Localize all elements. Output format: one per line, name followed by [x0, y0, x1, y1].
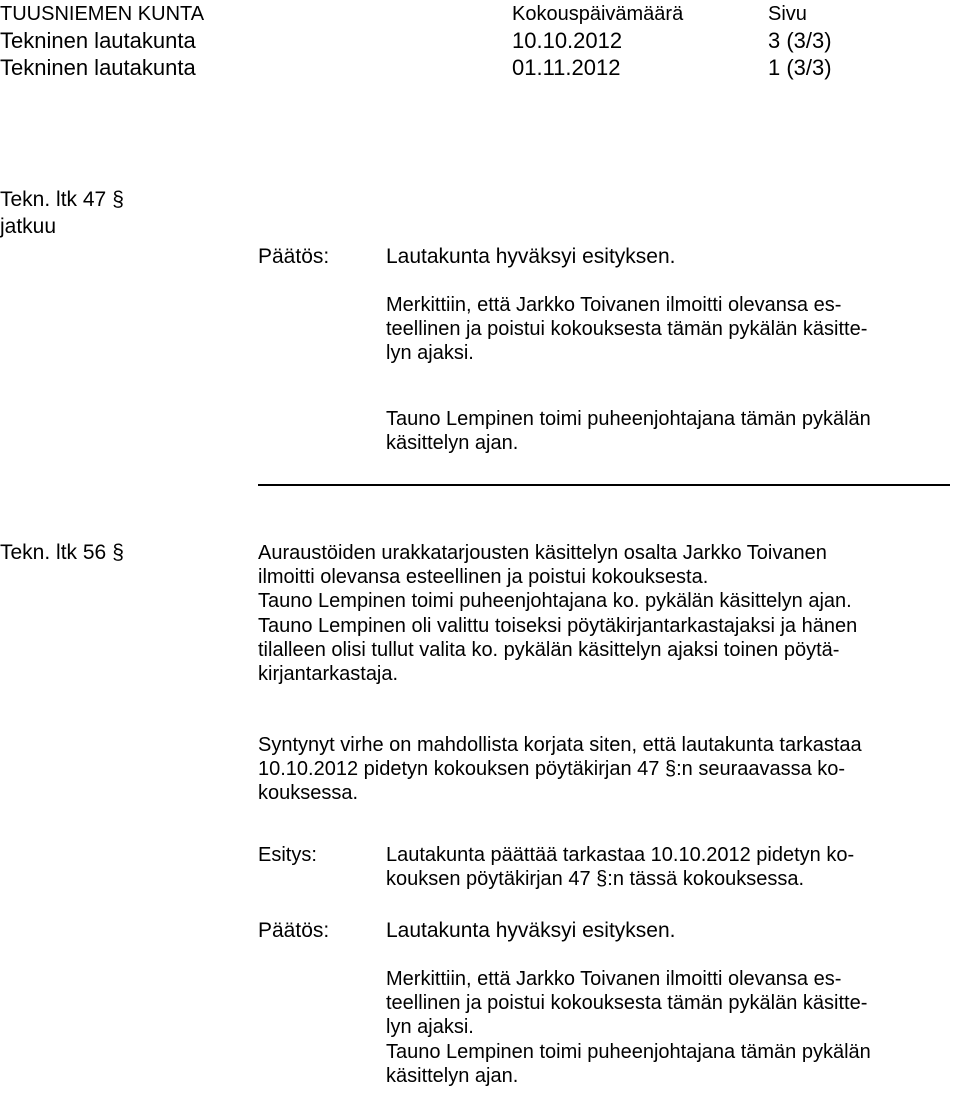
paragraph-line: kouksen pöytäkirjan 47 §:n tässä kokouksessa. [386, 868, 805, 891]
proposal-label: Esitys: [258, 844, 317, 866]
paragraph-line: kirjantarkastaja. [258, 663, 399, 686]
page-label: Sivu [768, 3, 807, 25]
decision-label: Päätös: [258, 245, 330, 268]
header-meeting-date: 10.10.2012 [512, 28, 623, 53]
note-line: teellinen ja poistui kokouksesta tämän pykälän käsitte- [386, 992, 868, 1015]
section-ref-text: Tekn. ltk 56 [0, 541, 107, 564]
error-paragraph [258, 733, 862, 806]
header-meeting-date: 01.11.2012 [512, 55, 621, 80]
paragraph-line: Auraustöiden urakkatarjousten käsittelyn osalta Jarkko Toivanen [258, 542, 827, 564]
paragraph-line: Syntynyt virhe on mahdollista korjata siten, että lautakunta tarkastaa [258, 734, 862, 756]
chair-note [386, 407, 871, 455]
paragraph-line: kouksessa. [258, 782, 359, 805]
decision-text: Lautakunta hyväksyi esityksen. [386, 919, 676, 942]
paragraph-line: tilalleen olisi tullut valita ko. pykälän käsittelyn ajaksi toinen pöytä- [258, 638, 840, 661]
continued-label: jatkuu [0, 215, 57, 238]
header-body-name: Tekninen lautakunta [0, 55, 196, 80]
section-ref-text: Tekn. ltk 47 [0, 188, 107, 211]
note-line: Tauno Lempinen toimi puheenjohtajana tämän pykälän [386, 1040, 871, 1063]
paragraph-line: Lautakunta päättää tarkastaa 10.10.2012 pidetyn ko- [386, 844, 855, 866]
header-body-name: Tekninen lautakunta [0, 28, 196, 53]
decision-label: Päätös: [258, 919, 330, 942]
section-mark: § [112, 188, 124, 211]
intro-paragraph [258, 541, 857, 686]
recusal-note [386, 293, 867, 366]
section-mark: § [664, 758, 677, 781]
paragraph-line: ilmoitti olevansa esteellinen ja poistui kokouksesta. [258, 566, 709, 589]
header-page-number: 3 (3/3) [768, 28, 832, 53]
decision-text: Lautakunta hyväksyi esityksen. [386, 245, 676, 268]
note-line: käsittelyn ajan. [386, 432, 519, 455]
paragraph-line: Tauno Lempinen oli valittu toiseksi pöytäkirjantarkastajaksi ja hänen [258, 614, 858, 637]
note-line: Merkittiin, että Jarkko Toivanen ilmoitti olevansa es- [386, 294, 842, 316]
header-page-number: 1 (3/3) [768, 55, 832, 80]
section-ref [0, 186, 124, 214]
note-line: teellinen ja poistui kokouksesta tämän pykälän käsitte- [386, 318, 868, 341]
note-line: Merkittiin, että Jarkko Toivanen ilmoitti olevansa es- [386, 968, 842, 990]
section-mark: § [596, 868, 608, 891]
section-divider [258, 484, 950, 486]
note-line: lyn ajaksi. [386, 1016, 474, 1039]
note-line: käsittelyn ajan. [386, 1064, 519, 1087]
municipality-name: TUUSNIEMEN KUNTA [0, 3, 205, 25]
section-mark: § [112, 541, 124, 564]
meeting-date-label: Kokouspäivämäärä [512, 3, 684, 25]
note-line: Tauno Lempinen toimi puheenjohtajana tämän pykälän [386, 408, 871, 430]
section-ref [0, 539, 124, 567]
proposal-text [386, 843, 854, 891]
note-line: lyn ajaksi. [386, 342, 474, 365]
paragraph-line: 10.10.2012 pidetyn kokouksen pöytäkirjan 47 §:n seuraavassa ko- [258, 758, 846, 781]
recusal-note [386, 967, 871, 1088]
paragraph-line: Tauno Lempinen toimi puheenjohtajana ko. pykälän käsittelyn ajan. [258, 590, 852, 613]
